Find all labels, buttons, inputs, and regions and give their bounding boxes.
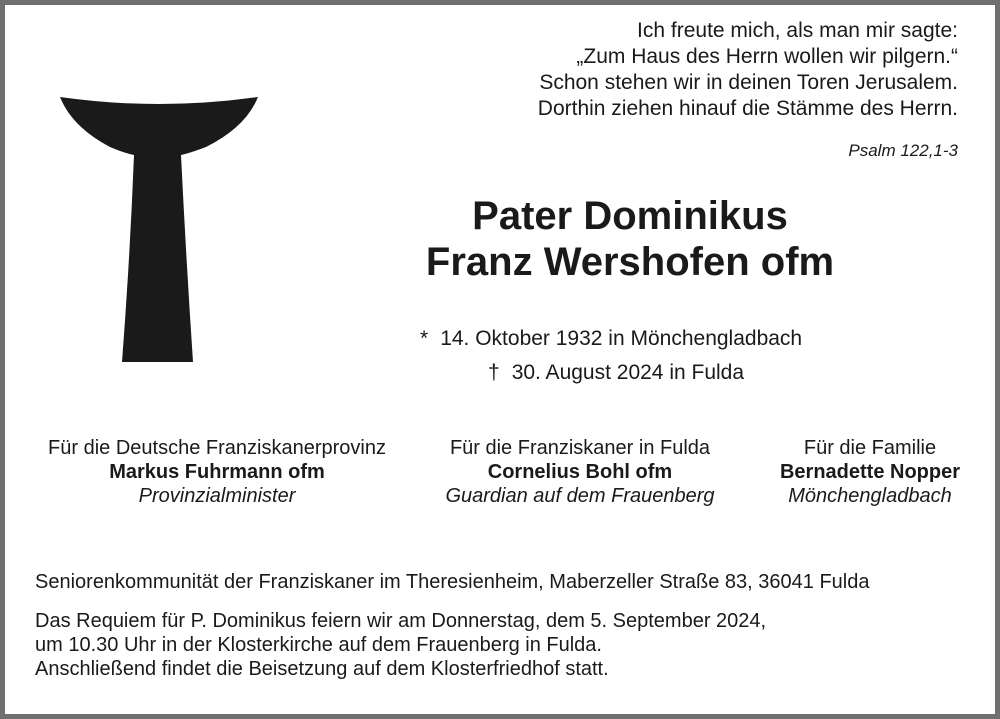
mourner-title: Provinzialminister [138,485,296,507]
mourner-column [22,436,412,508]
mourner-for: Für die Deutsche Franziskanerprovinz [48,437,386,459]
birth-date [420,327,802,351]
requiem-line: um 10.30 Uhr in der Klosterkirche auf dem Frauenberg in Fulda. [35,634,602,656]
verse-line: „Zum Haus des Herrn wollen wir pilgern.“ [576,45,958,68]
mourner-title: Mönchengladbach [788,485,952,507]
mourner-for: Für die Franziskaner in Fulda [449,437,711,459]
psalm-verse [538,18,958,122]
death-text: 30. August 2024 in Fulda [511,361,745,384]
verse-line: Schon stehen wir in deinen Toren Jerusalem. [539,71,958,94]
mourner-name: Markus Fuhrmann ofm [109,461,325,483]
verse-line: Dorthin ziehen hinauf die Stämme des Herrn. [537,97,958,120]
death-date [488,361,744,385]
deceased-name-line1: Pater Dominikus [472,194,788,238]
mourner-title: Guardian auf dem Frauenberg [445,485,715,507]
verse-line: Ich freute mich, als man mir sagte: [637,19,958,42]
requiem-line: Das Requiem für P. Dominikus feiern wir am Donnerstag, dem 5. September 2024, [35,610,767,632]
mourner-column [420,436,740,508]
requiem-line: Anschließend findet die Beisetzung auf dem Klosterfriedhof statt. [35,658,609,680]
mourner-for: Für die Familie [803,437,937,459]
mourner-name: Cornelius Bohl ofm [487,461,673,483]
mourner-column [760,436,980,508]
requiem-info [35,609,766,681]
death-cross-icon: † [488,361,500,384]
psalm-reference: Psalm 122,1-3 [848,141,958,160]
birth-text: 14. Oktober 1932 in Mönchengladbach [440,327,803,350]
mourner-name: Bernadette Nopper [779,461,961,483]
tau-cross-icon [60,97,258,362]
address-line: Seniorenkommunität der Franziskaner im Theresienheim, Maberzeller Straße 83, 36041 Fulda [35,571,870,593]
birth-star-icon: * [420,327,429,350]
deceased-name-line2: Franz Wershofen ofm [425,240,835,284]
